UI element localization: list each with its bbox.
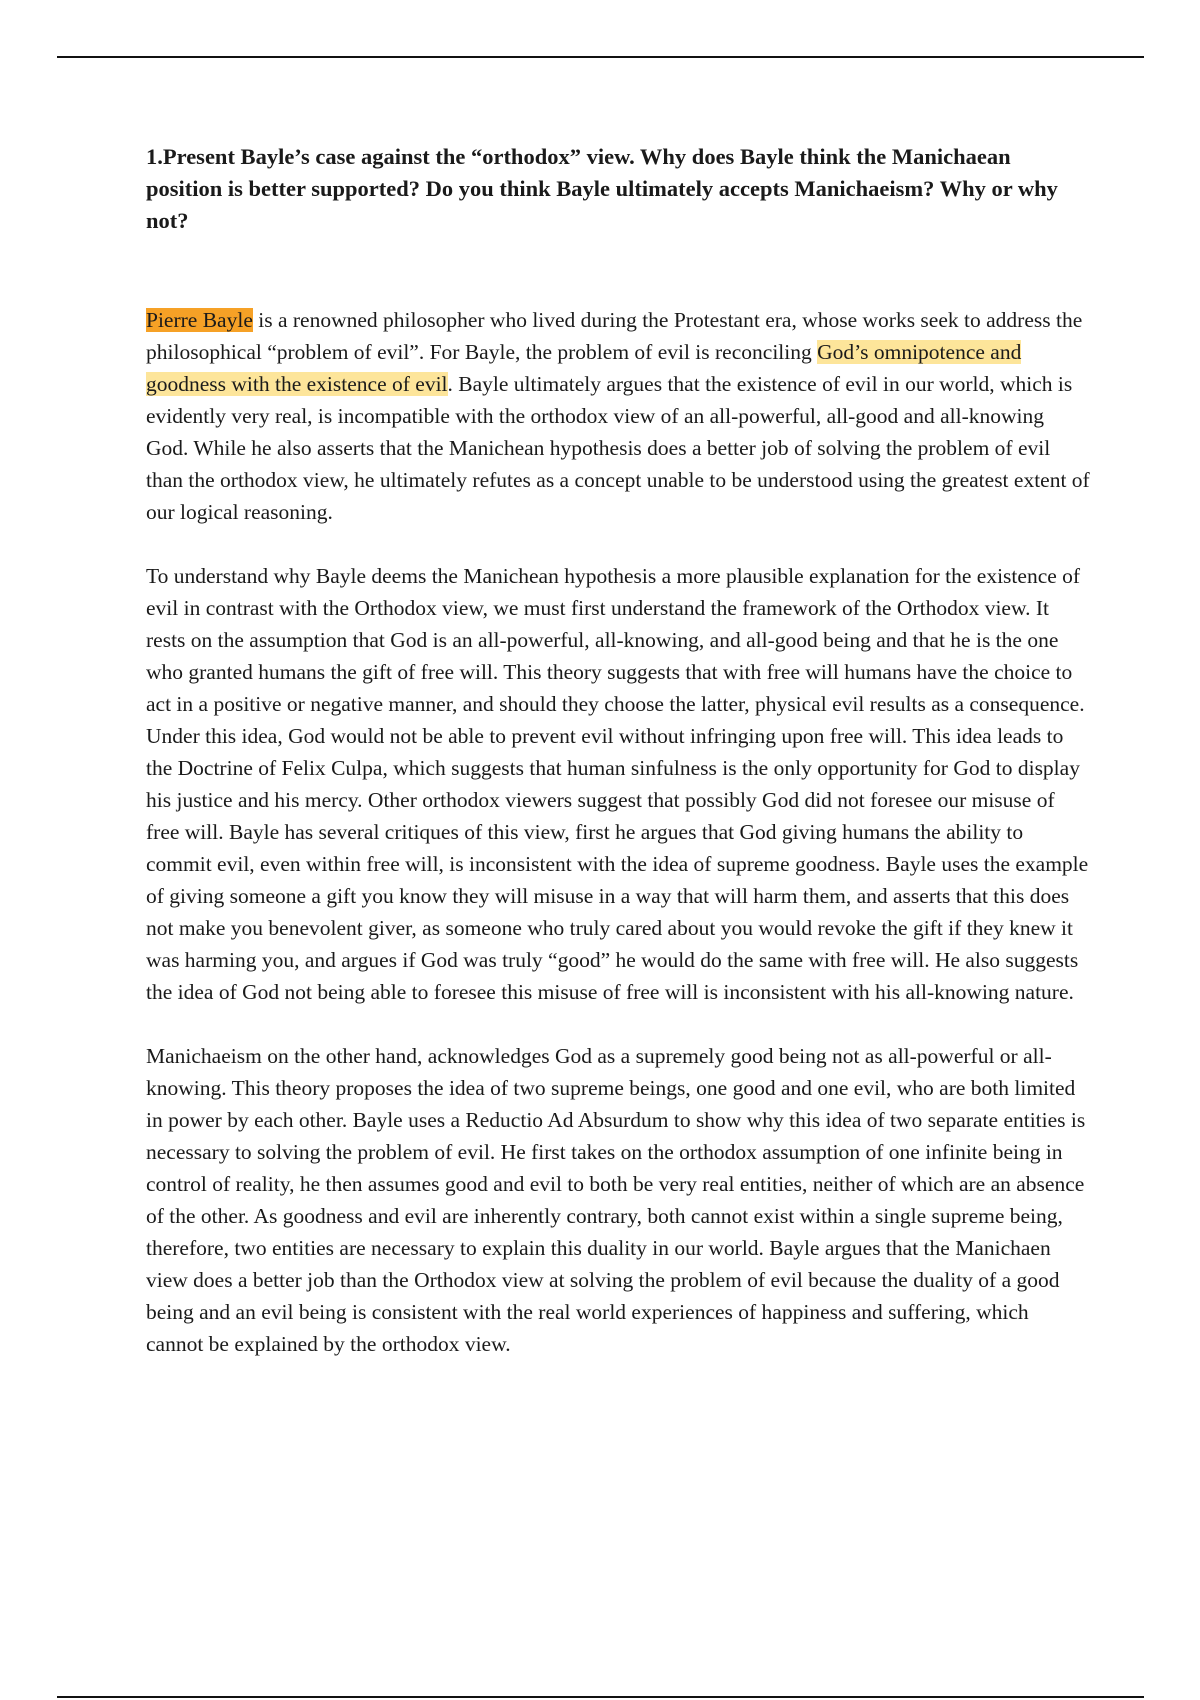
paragraph-2: To understand why Bayle deems the Manichean hypothesis a more plausible explanation for the existence of evil in contrast with the Orthodox view, we must first understand the framework of the Orthodox view. It rests on the assumption that God is an all-powerful, all-knowing, and all-good being and that he is the one who granted humans the gift of free will. This theory suggests that with free will humans have the choice to act in a positive or negative manner, and should they choose the latter, physical evil results as a consequence. Under this idea, God would not be able to prevent evil without infringing upon free will. This idea leads to the Doctrine of Felix Culpa, which suggests that human sinfulness is the only opportunity for God to display his justice and his mercy. Other orthodox viewers suggest that possibly God did not foresee our misuse of free will. Bayle has several critiques of this view, first he argues that God giving humans the ability to commit evil, even within free will, is inconsistent with the idea of supreme goodness. Bayle uses the example of giving someone a gift you know they will misuse in a way that will harm them, and asserts that this does not make you benevolent giver, as someone who truly cared about you would revoke the gift if they knew it was harming you, and argues if God was truly “good” he would do the same with free will. He also suggests the idea of God not being able to foresee this misuse of free will is inconsistent with his all-knowing nature.: [146, 564, 1089, 1004]
paragraph-1-text-a: is a renowned philosopher who lived during the Protestant era, whose works seek to address the philosophical “problem of evil”. For Bayle, the problem of evil is reconciling: [146, 308, 1083, 364]
highlighted-phrase: God’s omnipotence and goodness with the existence of evil: [146, 340, 1022, 396]
paragraph-1: [146, 304, 1091, 528]
footer-rule: [57, 1696, 1144, 1698]
document-body: [146, 141, 1091, 1360]
question-heading: 1.Present Bayle’s case against the “orthodox” view. Why does Bayle think the Manichaean position is better supported? Do you think Bayle ultimately accepts Manichaeism? Why or why not?: [146, 144, 1058, 233]
header-rule: [57, 56, 1144, 58]
highlighted-name: Pierre Bayle: [146, 308, 253, 332]
paragraph-1-text-b: . Bayle ultimately argues that the existence of evil in our world, which is evidently very real, is incompatible with the orthodox view of an all-powerful, all-good and all-knowing God. While he also asserts that the Manichean hypothesis does a better job of solving the problem of evil than the orthodox view, he ultimately refutes as a concept unable to be understood using the greatest extent of our logical reasoning.: [146, 372, 1090, 524]
paragraph-3: Manichaeism on the other hand, acknowledges God as a supremely good being not as all-powerful or all-knowing. This theory proposes the idea of two supreme beings, one good and one evil, who are both limited in power by each other. Bayle uses a Reductio Ad Absurdum to show why this idea of two separate entities is necessary to solving the problem of evil. He first takes on the orthodox assumption of one infinite being in control of reality, he then assumes good and evil to both be very real entities, neither of which are an absence of the other. As goodness and evil are inherently contrary, both cannot exist within a single supreme being, therefore, two entities are necessary to explain this duality in our world. Bayle argues that the Manichaen view does a better job than the Orthodox view at solving the problem of evil because the duality of a good being and an evil being is consistent with the real world experiences of happiness and suffering, which cannot be explained by the orthodox view.: [146, 1044, 1086, 1356]
